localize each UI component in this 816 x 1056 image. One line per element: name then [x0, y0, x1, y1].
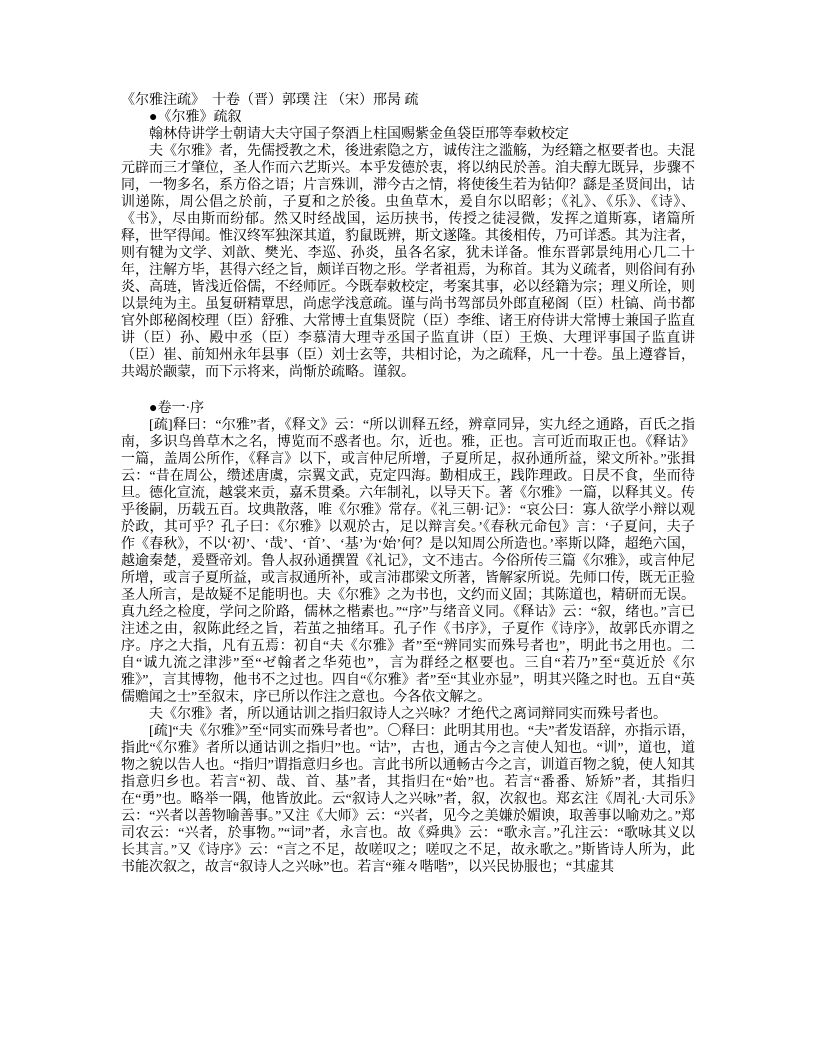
- bullet-icon: ●: [149, 401, 158, 416]
- document-page: [121, 92, 695, 876]
- preface-heading: [121, 109, 695, 126]
- preface-paragraph: 夫《尔雅》者，先儒授教之术，後进索隐之方，诚传注之滥觞，为经籍之枢要者也。夫混元辟而三才肇位，圣人作而六艺斯兴。本乎发德於衷，将以纳民於善。洎夫醇尢既异，步骤不同，一物多名，系方俗之语；片言殊训，滞今古之情，将使後生若为钻仰？繇是圣贤间出，诂训递陈，周公倡之於前，子夏和之於後。虫鱼草木，爰自尔以昭彰；《礼》、《乐》、《诗》、《书》，尽由斯而纷郁。然又时经战国，运历挟书，传授之徒浸微，发挥之道斯寡，诸篇所释，世罕得闻。惟汉终军独深其道，豹鼠既辨，斯文遂隆。其後相传，乃可详悉。其为注者，则有犍为文学、刘歆、樊光、李巡、孙炎，虽各名家，犹未详备。惟东晋郭景纯用心几二十年，注解方毕，甚得六经之旨，颇详百物之形。学者祖焉，为称首。其为义疏者，则俗间有孙炎、高琏，皆浅近俗儒，不经师匠。今既奉敕校定，考案其事，必以经籍为宗；理义所诠，则以景纯为主。虽复研精覃思，尚虑学浅意疏。谨与尚书驾部员外郎直秘阁（臣）杜镐、尚书都官外郎秘阁校理（臣）舒雅、大常博士直集贤院（臣）李维、诸王府侍讲大常博士兼国子监直讲（臣）孙、殿中丞（臣）李慕清大理寺丞国子监直讲（臣）王焕、大理评事国子监直讲（臣）崔、前知州永年县事（臣）刘士玄等，共相讨论，为之疏释，凡一十卷。虽上遵睿旨，共竭於颛蒙，而下示将来，尚惭於疏略。谨叙。: [121, 144, 695, 380]
- juan1-paragraph-base-text: 夫《尔雅》者，所以通诂训之指归叙诗人之兴咏？才绝代之离词辩同实而殊号者也。: [149, 707, 667, 722]
- juan1-paragraph-shu-commentary: [疏]释曰：“尔雅”者，《释文》云：“所以训释五经，辨章同异，实九经之通路，百氏之指南，多识鸟兽草木之名，博览而不惑者也。尔，近也。雅，正也。言可近而取正也。《释诂》一篇，盖周公所作，《释言》以下，或言仲尼所增，子夏所足，叔孙通所益，梁文所补。”张揖云：“昔在周公，缵述唐虞，宗翼文武，克定四海。勤相成王，践阼理政。日昃不食，坐而待旦。德化宣流，越裳来贡，嘉禾贯桑。六年制礼，以导天下。著《尔雅》一篇，以释其义。传乎後嗣，历载五百。坟典散落，唯《尔雅》常存。《礼三朝·记》：“哀公曰：寡人欲学小辩以观於政，其可乎？孔子曰：《尔雅》以观於古，足以辩言矣。’《春秋元命包》言：‘子夏问，夫子作《春秋》，不以‘初’、‘哉’、‘首’、‘基’为‘始’何？是以知周公所造也。’率斯以降，超绝六国，越逾秦楚，爰暨帝刘。鲁人叔孙通撰置《礼记》，文不违古。今俗所传三篇《尔雅》，或言仲尼所增，或言子夏所益，或言叔通所补，或言沛郡梁文所著，皆解家所说。先师口传，既无正验圣人所言，是故疑不足能明也。夫《尔雅》之为书也，文约而义固；其陈道也，精研而无误。真九经之检度，学问之阶路，儒林之楷素也。”“序”与绪音义同。《释诂》云：“叙，绪也。”言已注述之由，叙陈此经之旨，若茧之抽绪耳。孔子作《书序》，子夏作《诗序》，故郭氏亦谓之序。序之大指，凡有五焉：初自“夫《尔雅》者”至“辨同实而殊号者也”，明此书之用也。二自“诚九流之津涉”至“ゼ翰者之华苑也”，言为群经之枢要也。三自“若乃”至“莫近於《尔雅》”，言其博物，他书不之过也。四自“《尔雅》者”至“其业亦显”，明其兴隆之时也。五自“英儒赡闻之士”至叙末，序已所以作注之意也。今各依文解之。: [121, 418, 695, 705]
- juan1-heading-text: 卷一·序: [157, 401, 205, 416]
- preface-byline: 翰林侍讲学士朝请大夫守国子祭酒上柱国赐紫金鱼袋臣邢等奉敕校定: [149, 127, 569, 142]
- juan1-heading: [121, 400, 695, 417]
- juan1-paragraph-shu-commentary-2: [疏]“夫《尔雅》”至“同实而殊号者也”。〇释曰：此明其用也。“夫”者发语辞，亦指示语，指此“《尔雅》者所以通诂训之指归”也。“诂”，古也，通古今之言使人知也。“训”，道也，道物之貌以告人也。“指归”谓指意归乡也。言此书所以通畅古今之言，训道百物之貌，使人知其指意归乡也。若言“初、哉、首、基”者，其指归在“始”也。若言“番番、矫矫”者，其指归在“勇”也。略举一隅，他皆放此。云“叙诗人之兴咏”者，叙，次叙也。郑玄注《周礼·大司乐》云：“兴者以善物喻善事。”又注《大师》云：“兴者，见今之美嫌於媚谀，取善事以喻劝之。”郑司农云：“兴者，於事物。”“词”者，永言也。故《舜典》云：“歌永言。”孔注云：“歌咏其义以长其言。”又《诗序》云：“言之不足，故嗟叹之；嗟叹之不足，故永歌之。”斯皆诗人所为，此书能次叙之，故言“叙诗人之兴咏”也。若言“雍々喈喈”，以兴民协服也；“其虚其: [121, 724, 695, 875]
- bullet-icon: ●: [149, 110, 158, 125]
- preface-heading-text: 《尔雅》疏叙: [157, 110, 242, 125]
- document-title: 《尔雅注疏》 十卷（晋）郭璞 注 （宋）邢昺 疏: [121, 93, 419, 108]
